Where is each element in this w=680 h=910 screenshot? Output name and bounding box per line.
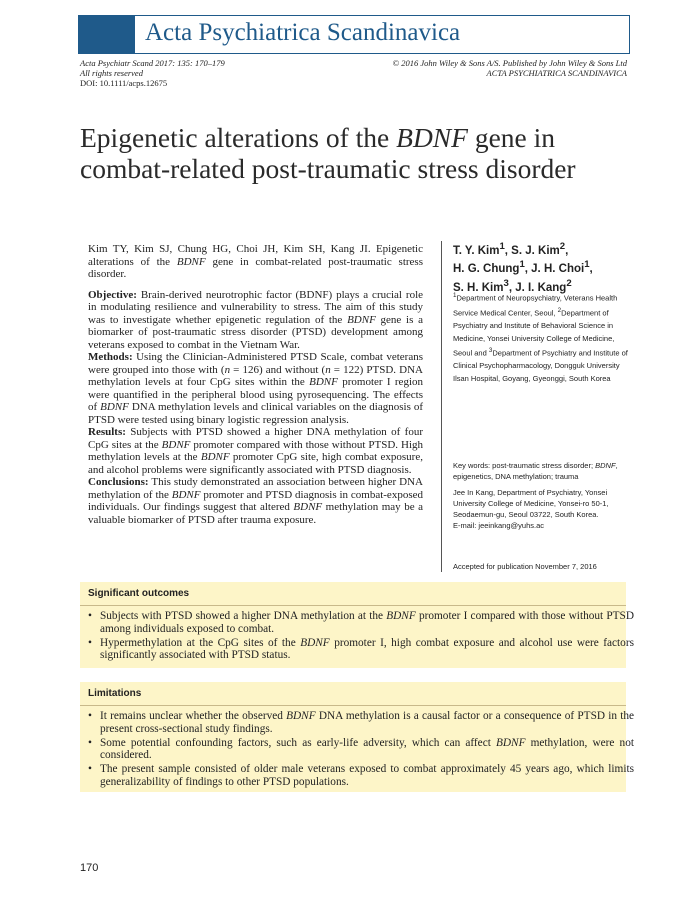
citation-block	[80, 58, 225, 88]
list-item: • Subjects with PTSD showed a higher DNA methylation at the BDNF promoter I compared with those without PTSD among individuals exposed to combat.	[100, 610, 634, 636]
journal-banner	[78, 15, 630, 54]
author-list: T. Y. Kim$^1$, S. J. Kim$^2$, H. G. Chung$^1$, J. H. Choi$^1$, S. H. Kim$^3$, J. I. Kang$^2$	[453, 241, 593, 294]
limitations-list	[80, 710, 634, 790]
journal-caps: ACTA PSYCHIATRICA SCANDINAVICA	[486, 68, 627, 78]
abstract-conclusions: Conclusions: This study demonstrated an association between higher DNA methylation of the BDNF promoter and PTSD diagnosis in combat-exposed individuals. Our findings suggest that altered BDNF methylation may be a valuable biomarker of PTSD after trauma exposure.	[88, 476, 424, 526]
title-gene: BDNF	[396, 122, 468, 153]
doi[interactable]: DOI: 10.1111/acps.12675	[80, 78, 168, 88]
rights: All rights reserved	[80, 68, 143, 78]
abstract	[88, 243, 423, 526]
journal-name: Acta Psychiatrica Scandinavica	[145, 19, 461, 46]
abstract-citation: Kim TY, Kim SJ, Chung HG, Choi JH, Kim SH, Kang JI. Epigenetic alterations of the BDNF gene in combat-related post-traumatic stress disorder.	[88, 243, 423, 280]
copyright-block	[393, 58, 627, 78]
list-item: • It remains unclear whether the observed BDNF DNA methylation is a causal factor or a consequence of PTSD in the present cross-sectional study findings.	[100, 710, 634, 736]
banner-color-bar	[79, 16, 135, 53]
significant-outcomes-box	[80, 582, 634, 668]
correspondence-email[interactable]: E-mail: jeeinkang@yuhs.ac	[453, 521, 544, 530]
list-item: • Some potential confounding factors, such as early-life adversity, which can affect BDNF methylation, were not considered.	[100, 737, 634, 763]
abstract-results: Results: Subjects with PTSD showed a higher DNA methylation of four CpG sites at the BDNF promoter compared with those without PTSD. High methylation levels at the BDNF promoter CpG site, high combat exposure, and alcohol problems were significantly associated with PTSD diagnosis.	[88, 426, 423, 476]
significant-outcomes-heading: Significant outcomes	[88, 588, 190, 599]
box-divider	[80, 705, 626, 706]
correspondence-address: Jee In Kang, Department of Psychiatry, Yonsei University College of Medicine, Yonsei-ro 50-1, Seodaemun-gu, Seoul 03722, South Korea.	[453, 488, 609, 519]
list-item: • Hypermethylation at the CpG sites of the BDNF promoter I, high combat exposure and alcohol use were factors significantly associated with PTSD status.	[100, 637, 634, 663]
accepted-date: Accepted for publication November 7, 2016	[453, 562, 597, 571]
citation: Acta Psychiatr Scand 2017: 135: 170–179	[80, 58, 225, 68]
column-divider	[441, 241, 442, 572]
correspondence	[453, 487, 628, 531]
copyright: © 2016 John Wiley & Sons A/S. Published by John Wiley & Sons Ltd	[392, 58, 627, 68]
limitations-heading: Limitations	[88, 688, 142, 699]
abstract-methods: Methods: Using the Clinician-Administered PTSD Scale, combat veterans were grouped into those with (n = 126) and without (n = 122) PTSD. DNA methylation levels at four CpG sites within the BDNF promoter I region were quantified in the peripheral blood using pyrosequencing. The effects of BDNF DNA methylation levels and clinical variables on the diagnosis of PTSD were tested using binary logistic regression analysis.	[88, 351, 424, 426]
abstract-objective: Objective: Brain-derived neurotrophic factor (BDNF) plays a crucial role in modulating resilience and vulnerability to stress. The aim of this study was to investigate whether epigenetic regulation of the BDNF gene is a biomarker of post-traumatic stress disorder (PTSD) development among veterans exposed to combat in the Vietnam War.	[88, 288, 424, 351]
keywords: Key words: post-traumatic stress disorder; BDNF, epigenetics, DNA methylation; trauma	[453, 461, 618, 481]
page-number: 170	[80, 862, 99, 874]
limitations-box	[80, 682, 635, 792]
paper-title	[80, 122, 620, 184]
list-item: • The present sample consisted of older male veterans exposed to combat approximately 45 years ago, which limits generalizability of findings to other PTSD populations.	[100, 763, 634, 789]
significant-outcomes-list	[80, 610, 634, 663]
title-part: Epigenetic alterations of the	[80, 122, 397, 153]
box-divider	[80, 605, 626, 606]
affiliations: $^1$Department of Neuropsychiatry, Veterans Health Service Medical Center, Seoul, $^2$Department of Psychiatry and Institute of Behavioral Science in Medicine, Yonsei University College of Medicine, Seoul and $^3$Department of Psychiatry and Institute of Clinical Psychopharmacology, Dongguk University Ilsan Hospital, Goyang, Gyeonggi, South Korea	[453, 292, 628, 383]
title-part: gene in combat-related post-traumatic stress disorder	[80, 122, 576, 184]
